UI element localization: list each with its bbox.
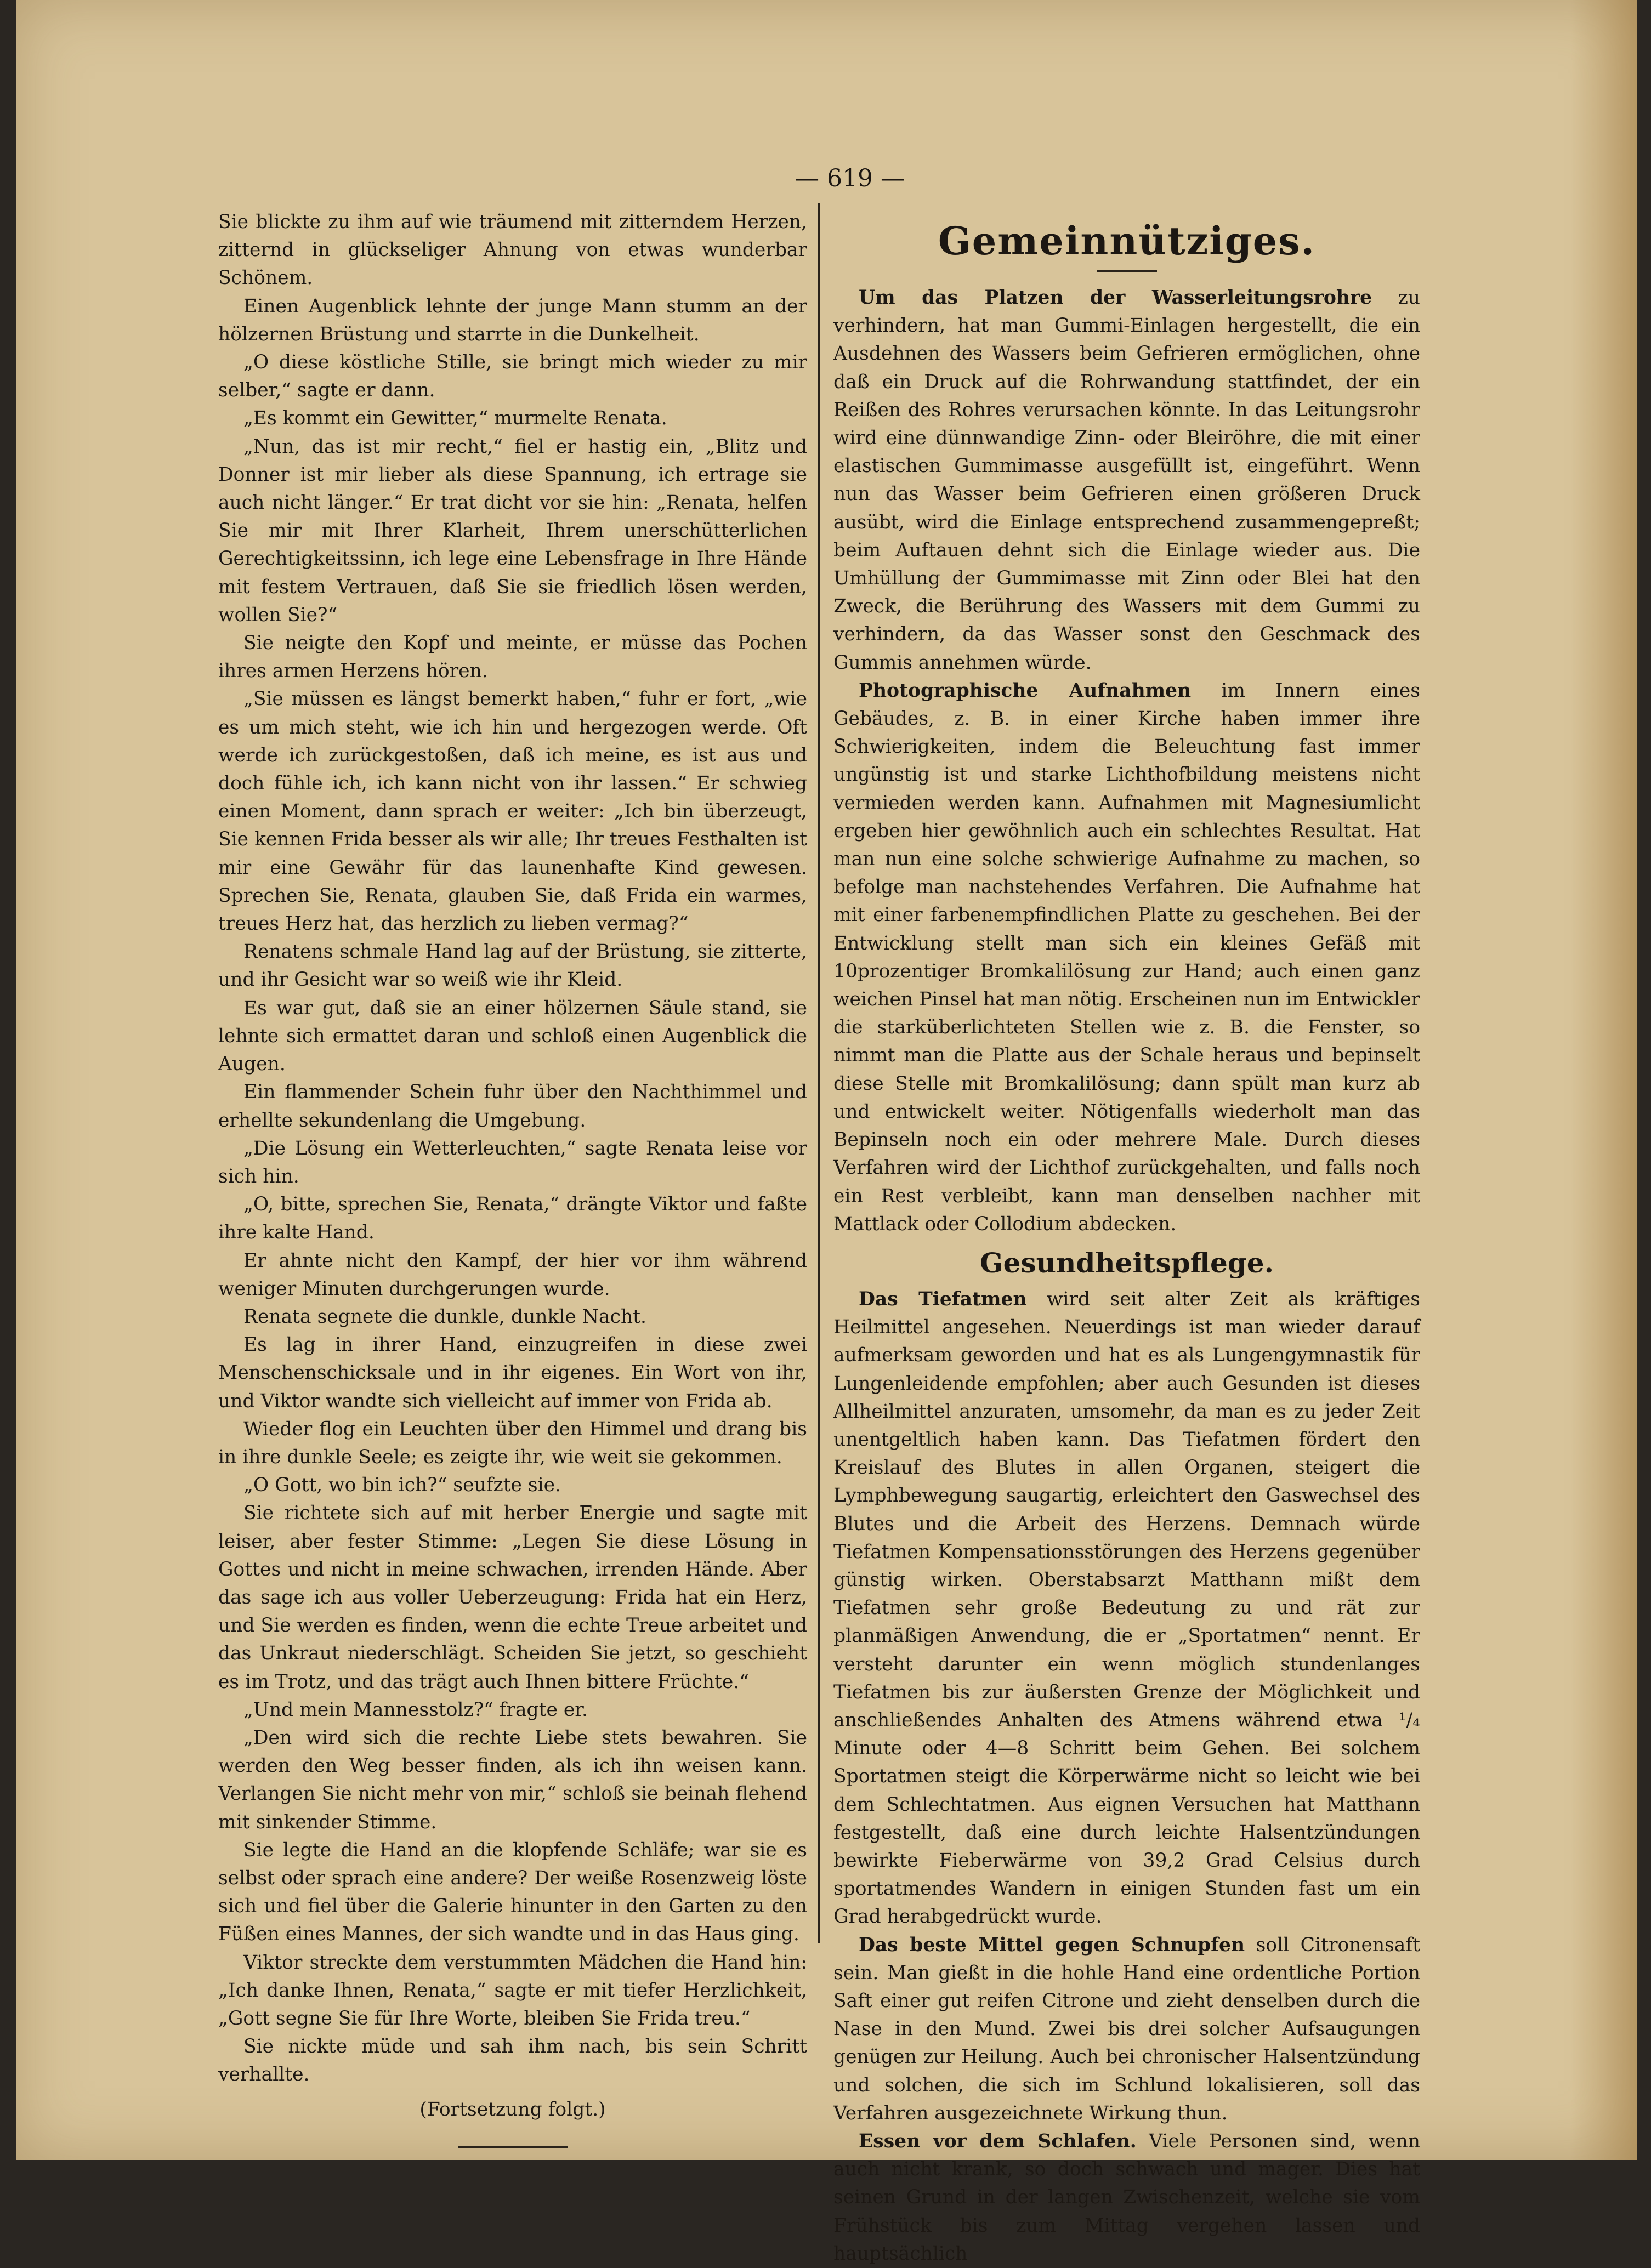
article-body: zu verhindern, hat man Gummi-Einlagen hergestellt, die ein Ausdehnen des Wassers beim Gefrieren ermöglichen, ohne daß ein Druck auf die Rohrwandung stattfindet, der ein Reißen des Rohres verursachen könnte. In das Leitungsrohr wird eine dünnwandige Zinn- oder Bleiröhre, die mit einer elastischen Gummimasse ausgefüllt ist, eingeführt. Wenn nun das Wasser beim Gefrieren einen größeren Druck ausübt, wird die Einlage entsprechend zusammengepreßt; beim Auftauen dehnt sich die Einlage wieder aus. Die Umhüllung der Gummimasse mit Zinn oder Blei hat den Zweck, die Berührung des Wassers mit dem Gummi zu verhindern, da das Wasser sonst den Geschmack des Gummis annehmen würde. [833,287,1420,674]
story-paragraph: Sie legte die Hand an die klopfende Schläfe; war sie es selbst oder sprach eine andere? Der weiße Rosenzweig löste sich und fiel über die Galerie hinunter in den Garten zu den Füßen eines Mannes, der sich wandte und in das Haus ging. [218,1839,807,1946]
newspaper-page [16,0,1637,2265]
story-paragraph: Wieder flog ein Leuchten über den Himmel und drang bis in ihre dunkle Seele; es zeigte ihr, wie weit sie gekommen. [218,1418,807,1468]
article-body: soll Citronensaft sein. Man gießt in die hohle Hand eine ordentliche Portion Saft einer gut reifen Citrone und zieht denselben durch die Nase in den Mund. Zwei bis drei solcher Aufsaugungen genügen zur Heilung. Auch bei chronischer Halsentzündung und solchen, die sich im Schlund lokalisieren, soll das Verfahren ausgezeichnete Wirkung thun. [833,1934,1420,2124]
article-body: im Innern eines Gebäudes, z. B. in einer Kirche haben immer ihre Schwierigkeiten, indem die Beleuchtung fast immer ungünstig ist und starke Lichthofbildung meistens nicht vermieden werden kann. Aufnahmen mit Magnesiumlicht ergeben hier gewöhnlich auch ein schlechtes Resultat. Hat man nun eine solche schwierige Aufnahme zu machen, so befolge man nachstehendes Verfahren. Die Aufnahme hat mit einer farbenempfindlichen Platte zu geschehen. Bei der Entwicklung stellt man sich ein kleines Gefäß mit 10prozentiger Bromkalilösung zur Hand; auch einen ganz weichen Pinsel hat man nötig. Erscheinen nun im Entwickler die starküberlichteten Stellen wie z. B. die Fenster, so nimmt man die Platte aus der Schale heraus und bepinselt diese Stelle mit Bromkalilösung; dann spült man kurz ab und entwickelt weiter. Nötigenfalls wiederholt man das Bepinseln noch ein oder mehrere Male. Durch dieses Verfahren wird der Lichthof zurückgehalten, und falls noch ein Rest verbleibt, kann man denselben nachher mit Mattlack oder Collodium abdecken. [833,679,1420,1235]
story-paragraph: „O Gott, wo bin ich?“ seufzte sie. [243,1474,561,1497]
left-column-story [218,208,807,2148]
story-paragraph: „Nun, das ist mir recht,“ fiel er hastig ein, „Blitz und Donner ist mir lieber als diese Spannung, ich ertrage sie auch nicht länger.“ Er trat dicht vor sie hin: „Renata, helfen Sie mir mit Ihrer Klarheit, Ihrem unerschütterlichen Gerechtigkeitssinn, ich lege eine Lebensfrage in Ihre Hände mit festem Vertrauen, daß Sie sie friedlich lösen werden, wollen Sie?“ [218,435,807,626]
continuation-note: (Fortsetzung folgt.) [419,2098,606,2121]
story-paragraph: „O, bitte, sprechen Sie, Renata,“ drängte Viktor und faßte ihre kalte Hand. [218,1193,807,1244]
section-title: Gemeinnütziges. [938,218,1316,264]
subsection-title: Gesundheitspflege. [979,1246,1274,1279]
story-paragraph: Renata segnete die dunkle, dunkle Nacht. [243,1305,646,1328]
end-rule [458,2146,568,2148]
story-paragraph: Sie richtete sich auf mit herber Energie und sagte mit leiser, aber fester Stimme: „Legen Sie diese Lösung in Gottes und nicht in meine schwachen, irrenden Hände. Aber das sage ich aus voller Ueberzeugung: Frida hat ein Herz, und Sie werden es finden, wenn die echte Treue arbeitet und das Unkraut niederschlägt. Scheiden Sie jetzt, so geschieht es im Trotz, und das trägt auch Ihnen bittere Früchte.“ [218,1502,807,1693]
story-paragraph: „Den wird sich die rechte Liebe stets bewahren. Sie werden den Weg besser finden, als ich ihn weisen kann. Verlangen Sie nicht mehr von mir,“ schloß sie beinah flehend mit sinkender Stimme. [218,1726,807,1833]
story-paragraph: Es war gut, daß sie an einer hölzernen Säule stand, sie lehnte sich ermattet daran und schloß einen Augenblick die Augen. [218,997,807,1076]
story-paragraph: Sie blickte zu ihm auf wie träumend mit zitterndem Herzen, zitternd in glückseliger Ahnung von etwas wunderbar Schönem. [218,211,807,289]
story-paragraph: „Die Lösung ein Wetterleuchten,“ sagte Renata leise vor sich hin. [218,1137,807,1187]
story-paragraph: „Und mein Mannesstolz?“ fragte er. [243,1698,588,1721]
page-edge-shadow [1571,0,1637,2160]
article-paragraph [833,1286,1420,1931]
story-paragraph: „O diese köstliche Stille, sie bringt mich wieder zu mir selber,“ sagte er dann. [218,351,807,402]
article-paragraph [833,2128,1420,2268]
health-articles [833,1286,1420,2268]
article-heading: Das beste Mittel gegen Schnupfen [859,1934,1245,1956]
general-articles [833,284,1420,1238]
story-paragraph: Einen Augenblick lehnte der junge Mann stumm an der hölzernen Brüstung und starrte in die Dunkelheit. [218,295,807,345]
story-paragraph: Ein flammender Schein fuhr über den Nachthimmel und erhellte sekundenlang die Umgebung. [218,1081,807,1132]
article-body: Viele Personen sind, wenn auch nicht krank, so doch schwach und mager. Dies hat seinen Grund in der langen Zwischenzeit, welche sie vom Frühstück bis zum Mittag vergehen lassen und hauptsächlich [833,2130,1420,2265]
story-paragraph: „Es kommt ein Gewitter,“ murmelte Renata. [243,407,667,430]
story-paragraph: Er ahnte nicht den Kampf, der hier vor ihm während weniger Minuten durchgerungen wurde. [218,1249,807,1300]
article-heading: Das Tiefatmen [859,1288,1027,1310]
article-heading: Essen vor dem Schlafen. [859,2130,1137,2152]
right-column-gemeinnuetziges [833,217,1420,2268]
column-divider [818,203,820,1943]
page-number: — 619 — [795,164,905,192]
article-paragraph [833,1931,1420,2128]
article-heading: Um das Platzen der Wasserleitungsrohre [859,287,1372,309]
article-paragraph [833,677,1420,1238]
article-heading: Photographische Aufnahmen [859,679,1192,702]
article-paragraph [833,284,1420,677]
article-body: wird seit alter Zeit als kräftiges Heilmittel angesehen. Neuerdings ist man wieder darauf aufmerksam geworden und hat es als Lungengymnastik für Lungenleidende empfohlen; aber auch Gesunden ist dieses Allheilmittel anzuraten, umsomehr, da man es zu jeder Zeit unentgeltlich haben kann. Das Tiefatmen fördert den Kreislauf des Blutes in allen Organen, steigert die Lymphbewegung saugartig, erleichtert den Gaswechsel des Blutes und die Arbeit des Herzens. Demnach würde Tiefatmen Kompensationsstörungen des Herzens gegenüber günstig wirken. Oberstabsarzt Matthann mißt dem Tiefatmen sehr große Bedeutung zu und rät zur planmäßigen Anwendung, die er „Sportatmen“ nennt. Er versteht darunter ein wenn möglich stundenlanges Tiefatmen bis zur äußersten Grenze der Möglichkeit und anschließendes Anhalten des Atmens während etwa ¹/₄ Minute oder 4—8 Schritt beim Gehen. Bei solchem Sportatmen steigt die Körperwärme nicht so leicht wie bei dem Schlechtatmen. Aus eignen Versuchen hat Matthann festgestellt, daß eine durch leichte Halsentzündungen bewirkte Fieberwärme von 39,2 Grad Celsius durch sportatmendes Wandern in einigen Stunden fast um ein Grad herabgedrückt wurde. [833,1288,1420,1928]
story-paragraph: Sie neigte den Kopf und meinte, er müsse das Pochen ihres armen Herzens hören. [218,632,807,683]
title-rule [1097,270,1157,272]
story-paragraph: Es lag in ihrer Hand, einzugreifen in diese zwei Menschenschicksale und in ihr eigenes. Ein Wort von ihr, und Viktor wandte sich vielleicht auf immer von Frida ab. [218,1334,807,1412]
story-paragraph: Viktor streckte dem verstummten Mädchen die Hand hin: „Ich danke Ihnen, Renata,“ sagte er mit tiefer Herzlichkeit, „Gott segne Sie für Ihre Worte, bleiben Sie Frida treu.“ [218,1951,807,2030]
story-paragraph: „Sie müssen es längst bemerkt haben,“ fuhr er fort, „wie es um mich steht, wie ich hin und hergezogen werde. Oft werde ich zurückgestoßen, daß ich meine, es ist aus und doch fühle ich, ich kann nicht von ihr lassen.“ Er schwieg einen Moment, dann sprach er weiter: „Ich bin überzeugt, Sie kennen Frida besser als wir alle; Ihr treues Festhalten ist mir eine Gewähr für das launenhafte Kind gewesen. Sprechen Sie, Renata, glauben Sie, daß Frida ein warmes, treues Herz hat, das herzlich zu lieben vermag?“ [218,688,807,935]
story-paragraph: Renatens schmale Hand lag auf der Brüstung, sie zitterte, und ihr Gesicht war so weiß wie ihr Kleid. [218,941,807,991]
story-paragraphs [218,208,807,2089]
story-paragraph: Sie nickte müde und sah ihm nach, bis sein Schritt verhallte. [218,2036,807,2086]
